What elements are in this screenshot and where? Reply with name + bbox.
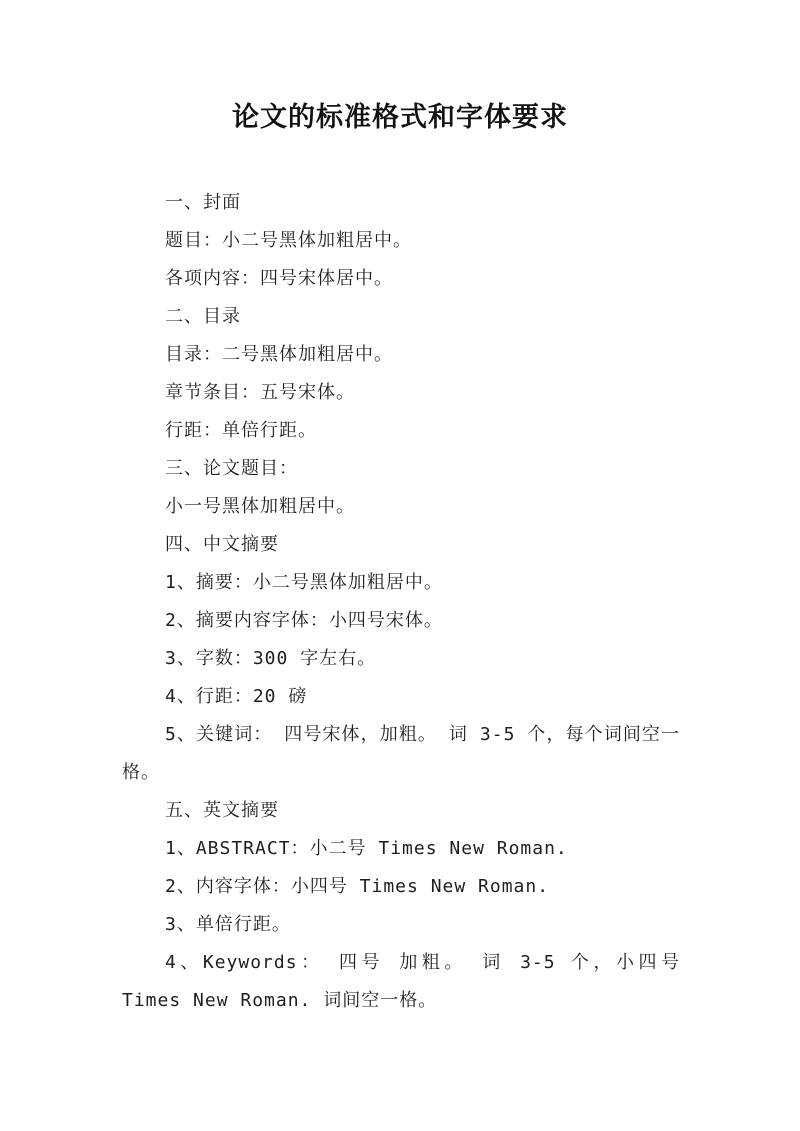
heading-paper-title: 三、论文题目： <box>165 458 298 479</box>
text-line: 各项内容：四号宋体居中。 <box>165 268 393 289</box>
document-body <box>122 184 680 1020</box>
heading-toc: 二、目录 <box>165 306 241 327</box>
text-line: 3、字数：300 字左右。 <box>165 648 377 669</box>
text-line: 题目：小二号黑体加粗居中。 <box>165 230 412 251</box>
document-title: 论文的标准格式和字体要求 <box>232 102 568 133</box>
heading-cn-abstract: 四、中文摘要 <box>165 534 279 555</box>
text-line: 行距：单倍行距。 <box>165 420 317 441</box>
text-line: 3、单倍行距。 <box>165 914 291 935</box>
text-line: 目录：二号黑体加粗居中。 <box>165 344 393 365</box>
text-line: 1、ABSTRACT：小二号 Times New Roman. <box>165 838 568 859</box>
heading-cover: 一、封面 <box>165 192 241 213</box>
text-line: 小一号黑体加粗居中。 <box>165 496 355 517</box>
paragraph-cn-keywords: 5、关键词： 四号宋体，加粗。 词 3-5 个，每个词间空一格。 <box>122 724 680 783</box>
text-line: 1、摘要：小二号黑体加粗居中。 <box>165 572 443 593</box>
heading-en-abstract: 五、英文摘要 <box>165 800 279 821</box>
text-line: 章节条目：五号宋体。 <box>165 382 355 403</box>
text-line: 2、内容字体：小四号 Times New Roman. <box>165 876 550 897</box>
text-line: 2、摘要内容字体：小四号宋体。 <box>165 610 443 631</box>
paragraph-en-keywords: 4、Keywords： 四号 加粗。 词 3-5 个，小四号 Times New Roman. 词间空一格。 <box>122 952 680 1011</box>
text-line: 4、行距：20 磅 <box>165 686 308 707</box>
